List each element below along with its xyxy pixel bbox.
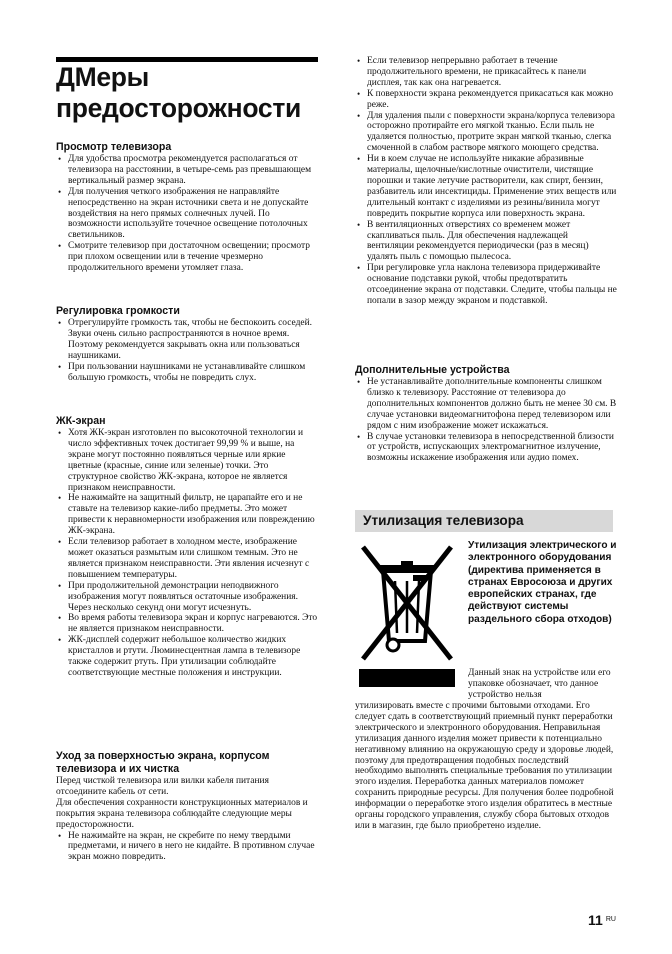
section-viewing: [56, 141, 318, 274]
bullet-list: [56, 428, 318, 679]
disposal-side-text: [468, 668, 618, 701]
list-item: • Для удобства просмотра рекомендуется располагаться от телевизора на расстоянии, в четыре-семь раз превышающем вертикальный размер экрана.: [56, 154, 318, 187]
section-heading: Просмотр телевизора: [56, 141, 172, 153]
list-item: • Смотрите телевизор при достаточном освещении; просмотр при плохом освещении или в течение чрезмерно продолжительного времени утомляет глаза.: [56, 241, 318, 274]
bullet-list: [355, 56, 617, 307]
paragraph: Перед чисткой телевизора или вилки кабеля питания отсоедините кабель от сети.: [56, 776, 269, 797]
section-optional: [355, 364, 617, 464]
list-item: • При регулировке угла наклона телевизора придерживайте основание подставки рукой, чтобы предотвратить отсоединение экрана от подставки. Следите, чтобы пальцы не попали в зазор между экраном и подставкой.: [355, 263, 617, 307]
list-item: • Если телевизор работает в холодном месте, изображение может оказаться размытым или слишком темным. Это не является признаком неисправности. Эти явления исчезнут с повышением температуры.: [56, 537, 318, 581]
section-care-continued: [355, 56, 617, 307]
section-heading: Уход за поверхностью экрана, корпусом телевизора и их чистка: [56, 750, 270, 775]
paragraph: Для обеспечения сохранности конструкционных материалов и покрытия экрана телевизора соблюдайте следующие меры предосторожности.: [56, 797, 308, 830]
page-number-value: 11: [588, 912, 603, 928]
paragraph: утилизировать вместе с прочими бытовыми отходами. Его следует сдать в соответствующий приемный пункт переработки электрического и электронного оборудования. Неправильная утилизация данного изделия может привести к потенциально негативному влиянию на окружающую среду и здоровье людей, поэтому для предотвращения подобных последствий необходимо выполнять специальные требования по утилизации этого изделия. Переработка данных материалов поможет сохранить природные ресурсы. Для получения более подробной информации о переработке этого изделия обратитесь в местные органы городского управления, службу сбора бытовых отходов или в магазин, где было приобретено изделие.: [355, 701, 614, 831]
section-heading: Утилизация телевизора: [363, 513, 524, 528]
disposal-heading-bar: [355, 510, 613, 532]
list-item: • Хотя ЖК-экран изготовлен по высокоточной технологии и число эффективных точек достигает 99,99 % и выше, на экране могут постоянно появляться черные или яркие цветные (красные, синие или зеленые) точки. Это структурное свойство ЖК-экрана, которое не является признаком неисправности.: [56, 428, 318, 493]
list-item: • Во время работы телевизора экран и корпус нагреваются. Это не является признаком неисправности.: [56, 613, 318, 635]
list-item: • Для удаления пыли с поверхности экрана/корпуса телевизора осторожно протирайте его мягкой тканью. Если пыль не удаляется полностью, протрите экран мягкой тканью, слегка смоченной в слабом растворе мягкого моющего средства.: [355, 111, 617, 155]
section-heading: ЖК-экран: [56, 415, 106, 427]
page-number: [588, 912, 616, 930]
section-heading: Регулировка громкости: [56, 305, 180, 317]
list-item: • Для получения четкого изображения не направляйте непосредственно на экран источники света и не допускайте воздействия на него прямых солнечных лучей. По возможности используйте точечное освещение потолочных светильников.: [56, 187, 318, 242]
list-item: • В случае установки телевизора в непосредственной близости от устройств, испускающих электромагнитное излучение, возможны искажение изображения или аудио помех.: [355, 432, 617, 465]
bullet-list: [56, 831, 318, 864]
list-item: • Не нажимайте на экран, не скребите по нему твердыми предметами, и ничего в него не кидайте. В противном случае экран можно повредить.: [56, 831, 318, 864]
bullet-list: [56, 318, 318, 383]
list-item: • При продолжительной демонстрации неподвижного изображения могут появляться остаточные изображения. Через несколько секунд они могут исчезнуть.: [56, 581, 318, 614]
section-volume: [56, 305, 318, 383]
list-item: • ЖК-дисплей содержит небольшое количество жидких кристаллов и ртути. Люминесцентная лампа в телевизоре также содержит ртуть. При утилизации соблюдайте соответствующие местные положения и инструкции.: [56, 635, 318, 679]
section-care: [56, 750, 318, 863]
list-item: • Не устанавливайте дополнительные компоненты слишком близко к телевизору. Расстояние от телевизора до дополнительных компонентов должно быть не менее 30 см. В случае установки видеомагнитофона перед телевизором или рядом с ним изображение может искажаться.: [355, 377, 617, 432]
section-heading: Дополнительные устройства: [355, 364, 510, 376]
disposal-body-text: [355, 701, 617, 832]
disposal-subheading: Утилизация электрического и электронного оборудования (директива применяется в странах Евросоюза и других европейских странах, где действуют системы раздельного сбора отходов): [468, 540, 617, 625]
language-code: RU: [605, 916, 616, 923]
list-item: • В вентиляционных отверстиях со временем может скапливаться пыль. Для обеспечения надлежащей вентиляции рекомендуется периодически (раз в месяц) удалять пыль с помощью пылесоса.: [355, 220, 617, 264]
list-item: • К поверхности экрана рекомендуется прикасаться как можно реже.: [355, 89, 617, 111]
list-item: • Ни в коем случае не используйте никакие абразивные материалы, щелочные/кислотные очистители, чистящие порошки и такие летучие растворители, как спирт, бензин, разбавитель или инсектициды. Применение этих веществ или длительный контакт с изделиями из резины/винила могут повредить покрытие корпуса или поверхность экрана.: [355, 154, 617, 219]
page-title: ДМеры предосторожности: [56, 62, 302, 123]
section-lcd: [56, 415, 318, 679]
list-item: • При пользовании наушниками не устанавливайте слишком большую громкость, чтобы не повредить слух.: [56, 362, 318, 384]
list-item: • Если телевизор непрерывно работает в течение продолжительного времени, не прикасайтесь к панели дисплея, так как она нагревается.: [355, 56, 617, 89]
bullet-list: [56, 154, 318, 274]
paragraph: Данный знак на устройстве или его упаковке обозначает, что данное устройство нельзя: [468, 668, 611, 700]
crossed-out-wheelie-bin-icon: [355, 537, 459, 689]
list-item: • Не нажимайте на защитный фильтр, не царапайте его и не ставьте на телевизор какие-либо предметы. Это может привести к неравномерности изображения или повреждению ЖК-экрана.: [56, 493, 318, 537]
bullet-list: [355, 377, 617, 464]
list-item: • Отрегулируйте громкость так, чтобы не беспокоить соседей. Звуки очень сильно распространяются в ночное время. Поэтому рекомендуется закрывать окна или пользоваться наушниками.: [56, 318, 318, 362]
